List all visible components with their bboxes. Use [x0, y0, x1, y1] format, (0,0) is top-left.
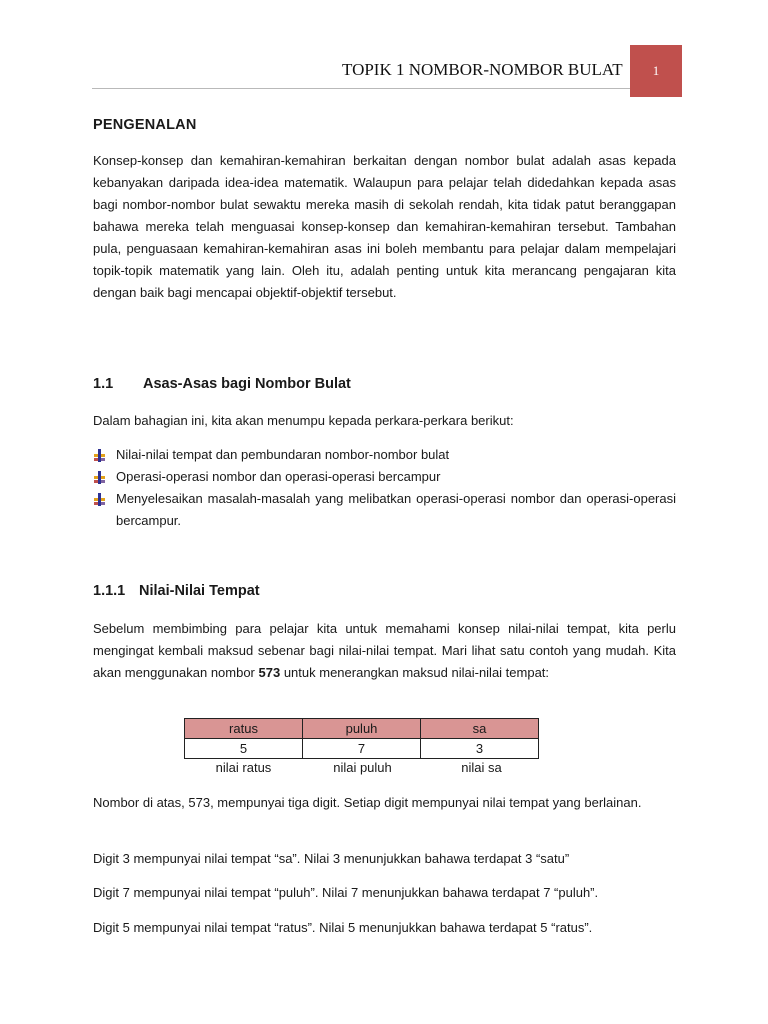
section-1-1-number: 1.1 [93, 376, 114, 392]
table-cell: 7 [303, 739, 421, 759]
bullet-cross-icon [93, 449, 106, 462]
topic-bullet-list [93, 444, 676, 532]
bullet-text: Nilai-nilai tempat dan pembundaran nombor-nombor bulat [116, 447, 450, 462]
section-1-1-1-heading [93, 583, 676, 599]
digits-explanation: Nombor di atas, 573, mempunyai tiga digit. Setiap digit mempunyai nilai tempat yang berlainan. [93, 795, 642, 810]
digit-5-explanation: Digit 5 mempunyai nilai tempat “ratus”. Nilai 5 menunjukkan bahawa terdapat 5 “ratus”. [93, 920, 593, 935]
table-header-row [185, 719, 539, 739]
table-header-cell: ratus [185, 719, 303, 739]
section-1-1-1-number: 1.1.1 [93, 583, 126, 599]
place-value-note: nilai puluh [333, 760, 392, 775]
digit-3-explanation: Digit 3 mempunyai nilai tempat “sa”. Nilai 3 menunjukkan bahawa terdapat 3 “satu” [93, 851, 570, 866]
table-header-cell: sa [421, 719, 539, 739]
intro-heading: PENGENALAN [93, 117, 197, 133]
list-item [93, 444, 676, 466]
place-value-note: nilai ratus [215, 760, 272, 775]
table-cell: 3 [421, 739, 539, 759]
table-header-cell: puluh [303, 719, 421, 739]
bullet-text: Menyelesaikan masalah-masalah yang melibatkan operasi-operasi nombor dan operasi-operasi bercampur. [116, 491, 676, 528]
paragraph-text: untuk menerangkan maksud nilai-nilai tempat: [280, 665, 550, 680]
digit-7-explanation: Digit 7 mempunyai nilai tempat “puluh”. Nilai 7 menunjukkan bahawa terdapat 7 “puluh”. [93, 885, 599, 900]
paragraph-text: Sebelum membimbing para pelajar kita untuk memahami konsep nilai-nilai tempat, kita perlu mengingat kembali maksud sebenar bagi nilai-nilai tempat. Mari lihat satu contoh yang mudah. Kita akan menggunakan nombor [93, 621, 676, 680]
page-number-badge: 1 [630, 45, 682, 97]
place-value-note: nilai sa [461, 760, 502, 775]
place-value-table [184, 718, 539, 759]
table-cell: 5 [185, 739, 303, 759]
header-divider [92, 88, 630, 89]
section-1-1-lead: Dalam bahagian ini, kita akan menumpu kepada perkara-perkara berikut: [93, 413, 514, 428]
example-number: 573 [258, 665, 281, 680]
bullet-cross-icon [93, 471, 106, 484]
section-1-1-title: Asas-Asas bagi Nombor Bulat [143, 376, 351, 392]
section-1-1-1-title: Nilai-Nilai Tempat [139, 583, 260, 599]
bullet-text: Operasi-operasi nombor dan operasi-operasi bercampur [116, 469, 441, 484]
table-row [185, 739, 539, 759]
list-item [93, 466, 676, 488]
intro-paragraph: Konsep-konsep dan kemahiran-kemahiran berkaitan dengan nombor bulat adalah asas kepada kebanyakan daripada idea-idea matematik. Walaupun para pelajar telah didedahkan kepada asas bagi nombor-nombor bulat sewaktu mereka masih di sekolah rendah, kita tidak patut beranggapan bahawa mereka telah menguasai konsep-konsep dan kemahiran-kemahiran tersebut. Tambahan pula, penguasaan kemahiran-kemahiran asas ini boleh membantu para pelajar dalam mempelajari topik-topik matematik yang lain. Oleh itu, adalah penting untuk kita merancang pengajaran kita dengan baik bagi mencapai objektif-objektif tersebut. [93, 153, 676, 300]
list-item [93, 488, 676, 532]
section-1-1-heading [93, 376, 676, 392]
place-value-notes [184, 760, 541, 775]
bullet-cross-icon [93, 493, 106, 506]
place-value-intro-paragraph [93, 618, 676, 684]
page-header-title: TOPIK 1 NOMBOR-NOMBOR BULAT [342, 60, 623, 79]
